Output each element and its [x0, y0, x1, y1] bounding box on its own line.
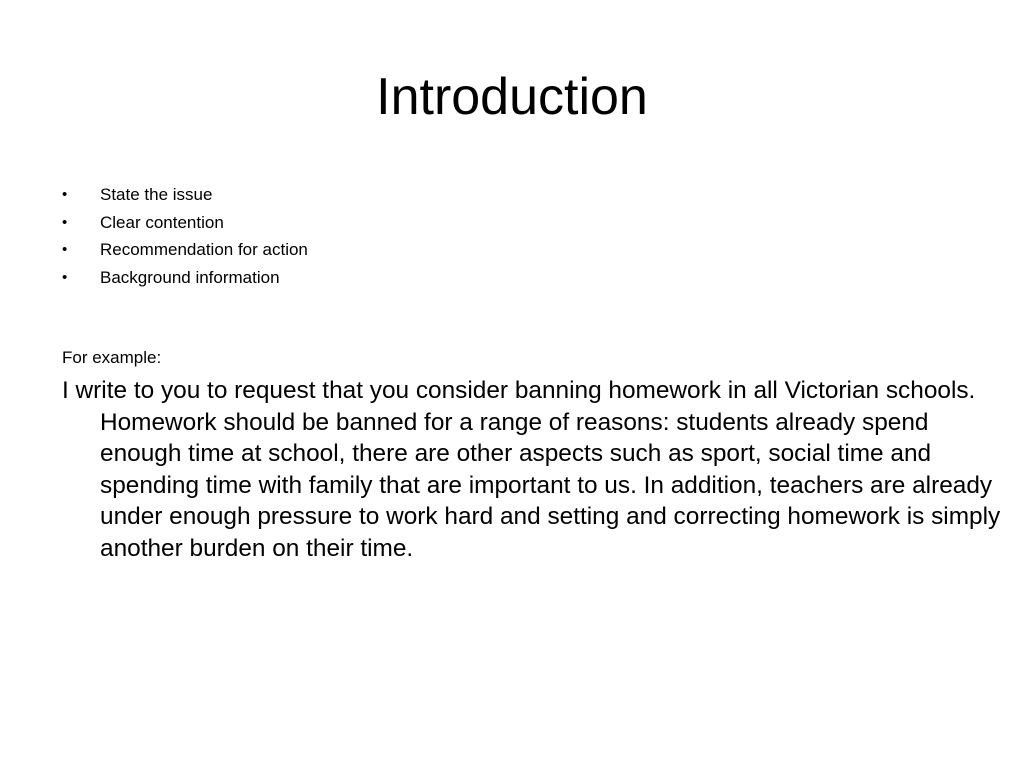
bullet-list [62, 181, 308, 291]
example-label: For example: [62, 348, 162, 367]
bullet-text: Clear contention [100, 212, 224, 232]
bullet-text: Background information [100, 267, 280, 287]
bullet-item [62, 264, 308, 292]
slide-title: Introduction [376, 68, 648, 126]
bullet-item [62, 181, 308, 209]
bullet-item [62, 236, 308, 264]
example-paragraph: I write to you to request that you consider banning homework in all Victorian schools. Homework should be banned for a range of reasons: students already spend enough time at school, there are other aspects such as sport, social time and spending time with family that are important to us. In addition, teachers are already under enough pressure to work hard and setting and correcting homework is simply another burden on their time. [62, 377, 1001, 562]
bullet-icon: • [62, 213, 68, 231]
bullet-icon: • [62, 268, 68, 286]
bullet-text: Recommendation for action [100, 240, 308, 259]
bullet-item [62, 209, 308, 237]
bullet-text: State the issue [100, 185, 213, 204]
bullet-icon: • [62, 241, 68, 258]
bullet-icon: • [62, 186, 68, 203]
